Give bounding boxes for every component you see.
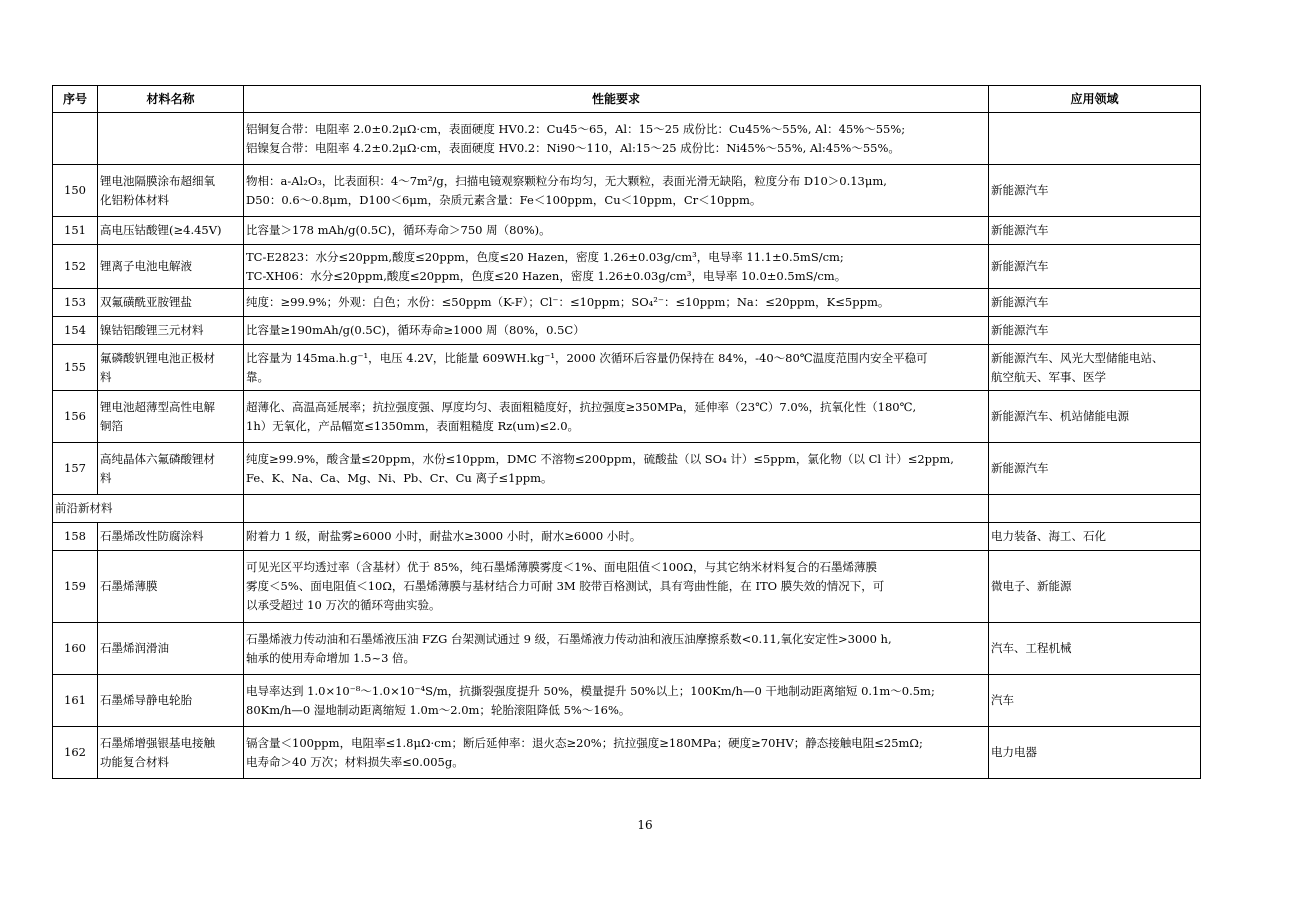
- cell-application: [989, 727, 1201, 779]
- page-number: 16: [637, 818, 653, 832]
- cell-performance-line: 电导率达到 1.0×10⁻⁸～1.0×10⁻⁴S/m，抗撕裂强度提升 50%，模量提升 50%以上；100Km/h—0 干地制动距离缩短 0.1m～0.5m;: [246, 683, 935, 698]
- cell-material-name-line: 料: [100, 369, 112, 384]
- table-row: [53, 289, 1201, 317]
- cell-no: 154: [53, 317, 98, 345]
- cell-material-name: [98, 245, 244, 289]
- cell-material-name-line: 功能复合材料: [100, 754, 169, 769]
- table-row: [53, 523, 1201, 551]
- cell-performance: [244, 391, 989, 443]
- cell-material-name-line: 石墨烯薄膜: [100, 579, 158, 593]
- cell-performance: [244, 443, 989, 495]
- cell-material-name: [98, 675, 244, 727]
- cell-no: 152: [53, 245, 98, 289]
- cell-application: [989, 523, 1201, 551]
- cell-no: 151: [53, 217, 98, 245]
- cell-no: 158: [53, 523, 98, 551]
- cell-material-name: [98, 113, 244, 165]
- cell-application: [989, 345, 1201, 391]
- cell-performance: [244, 317, 989, 345]
- table-row: [53, 217, 1201, 245]
- cell-performance-line: 铝铜复合带：电阻率 2.0±0.2μΩ·cm，表面硬度 HV0.2：Cu45～65，Al：15～25 成份比：Cu45%～55%, Al：45%～55%;: [246, 121, 906, 136]
- cell-application-line: 新能源汽车: [991, 183, 1049, 197]
- cell-application: [989, 113, 1201, 165]
- cell-performance-line: 轴承的使用寿命增加 1.5~3 倍。: [246, 650, 416, 665]
- cell-performance: [244, 113, 989, 165]
- table-row: [53, 551, 1201, 623]
- table-row: [53, 245, 1201, 289]
- cell-application: [989, 675, 1201, 727]
- cell-performance: [244, 165, 989, 217]
- cell-material-name-line: 双氟磺酰亚胺锂盐: [100, 295, 192, 309]
- cell-application-line: 微电子、新能源: [991, 579, 1072, 593]
- cell-material-name-line: 石墨烯导静电轮胎: [100, 693, 192, 707]
- cell-material-name-line: 高纯晶体六氟磷酸锂材: [100, 451, 215, 466]
- cell-material-name-line: 镍钴铝酸锂三元材料: [100, 323, 204, 337]
- cell-performance: [244, 727, 989, 779]
- cell-performance-line: 以承受超过 10 万次的循环弯曲实验。: [246, 598, 441, 612]
- cell-application-line: 新能源汽车: [991, 323, 1049, 337]
- cell-application: [989, 289, 1201, 317]
- section-empty-cell: [989, 495, 1201, 523]
- cell-material-name-line: 料: [100, 470, 112, 485]
- cell-performance: [244, 345, 989, 391]
- cell-application: [989, 217, 1201, 245]
- cell-material-name: [98, 289, 244, 317]
- cell-application-line: 汽车、工程机械: [991, 641, 1072, 655]
- cell-material-name: [98, 551, 244, 623]
- cell-performance: [244, 551, 989, 623]
- cell-performance-line: 纯度≥99.9%，酸含量≤20ppm，水份≤10ppm，DMC 不溶物≤200ppm，硫酸盐（以 SO₄ 计）≤5ppm，氯化物（以 Cl 计）≤2ppm,: [246, 451, 954, 466]
- cell-material-name: [98, 391, 244, 443]
- cell-performance-line: 雾度＜5%、面电阻值＜10Ω，石墨烯薄膜与基材结合力可耐 3M 胶带百格测试，具有弯曲性能，在 ITO 膜失效的情况下，可: [246, 579, 885, 593]
- cell-application: [989, 165, 1201, 217]
- cell-application-line: 电力电器: [991, 745, 1037, 759]
- cell-no: 156: [53, 391, 98, 443]
- section-empty-cell: [244, 495, 989, 523]
- cell-performance-line: 可见光区平均透过率（含基材）优于 85%，纯石墨烯薄膜雾度＜1%、面电阻值＜100Ω，与其它纳米材料复合的石墨烯薄膜: [246, 560, 877, 574]
- cell-application-line: 新能源汽车: [991, 259, 1049, 273]
- cell-no: [53, 113, 98, 165]
- cell-application-line: 电力装备、海工、石化: [991, 529, 1106, 543]
- cell-material-name: [98, 623, 244, 675]
- cell-performance-line: 1h）无氧化，产品幅宽≤1350mm，表面粗糙度 Rz(um)≤2.0。: [246, 418, 580, 433]
- cell-no: 157: [53, 443, 98, 495]
- cell-material-name: [98, 345, 244, 391]
- cell-material-name: [98, 165, 244, 217]
- cell-material-name-line: 锂离子电池电解液: [100, 259, 192, 273]
- cell-performance: [244, 623, 989, 675]
- section-row: [53, 495, 1201, 523]
- table-row: [53, 623, 1201, 675]
- table-row: [53, 113, 1201, 165]
- cell-performance-line: 比容量＞178 mAh/g(0.5C)，循环寿命＞750 周（80%)。: [246, 223, 551, 237]
- cell-performance-line: 铝镍复合带：电阻率 4.2±0.2μΩ·cm，表面硬度 HV0.2：Ni90～110，Al:15～25 成份比：Ni45%～55%, Al:45%～55%。: [246, 140, 900, 155]
- cell-application-line: 新能源汽车、风光大型储能电站、: [991, 350, 1164, 365]
- cell-application-line: 汽车: [991, 693, 1014, 707]
- cell-application: [989, 317, 1201, 345]
- cell-performance: [244, 245, 989, 289]
- table-header-row: [53, 86, 1201, 113]
- table-body: [53, 113, 1201, 779]
- cell-performance: [244, 675, 989, 727]
- cell-no: 161: [53, 675, 98, 727]
- cell-application-line: 新能源汽车: [991, 295, 1049, 309]
- cell-performance-line: 超薄化、高温高延展率；抗拉强度强、厚度均匀、表面粗糙度好，抗拉强度≥350MPa，延伸率（23℃）7.0%，抗氧化性（180℃,: [246, 399, 917, 414]
- cell-application: [989, 551, 1201, 623]
- cell-performance: [244, 289, 989, 317]
- cell-material-name: [98, 217, 244, 245]
- cell-material-name-line: 铜箔: [100, 418, 123, 433]
- cell-material-name-line: 锂电池隔膜涂布超细氧: [100, 173, 215, 188]
- cell-material-name-line: 高电压钴酸锂(≥4.45V): [100, 223, 222, 237]
- cell-material-name-line: 石墨烯润滑油: [100, 641, 169, 655]
- cell-performance-line: 附着力 1 级，耐盐雾≥6000 小时，耐盐水≥3000 小时，耐水≥6000 小时。: [246, 529, 642, 543]
- header-performance: 性能要求: [244, 86, 989, 113]
- cell-no: 155: [53, 345, 98, 391]
- cell-material-name: [98, 443, 244, 495]
- table-row: [53, 391, 1201, 443]
- table-row: [53, 317, 1201, 345]
- cell-performance-line: 纯度：≥99.9%；外观：白色；水份：≤50ppm（K-F）；Cl⁻：≤10ppm；SO₄²⁻：≤10ppm；Na：≤20ppm，K≤5ppm。: [246, 295, 890, 309]
- materials-table: [52, 85, 1201, 779]
- cell-material-name: [98, 727, 244, 779]
- cell-application: [989, 443, 1201, 495]
- cell-performance-line: 比容量≥190mAh/g(0.5C)，循环寿命≥1000 周（80%，0.5C）: [246, 323, 585, 337]
- cell-no: 153: [53, 289, 98, 317]
- table-row: [53, 165, 1201, 217]
- cell-no: 162: [53, 727, 98, 779]
- cell-material-name: [98, 317, 244, 345]
- cell-material-name-line: 石墨烯改性防腐涂料: [100, 529, 204, 543]
- cell-application: [989, 245, 1201, 289]
- cell-material-name-line: 化铝粉体材料: [100, 192, 169, 207]
- cell-performance-line: 80Km/h—0 湿地制动距离缩短 1.0m～2.0m；轮胎滚阻降低 5%～16%。: [246, 702, 631, 717]
- cell-application-line: 航空航天、军事、医学: [991, 369, 1106, 384]
- table-row: [53, 675, 1201, 727]
- cell-material-name-line: 石墨烯增强银基电接触: [100, 735, 215, 750]
- cell-performance-line: TC-E2823：水分≤20ppm,酸度≤20ppm，色度≤20 Hazen，密度 1.26±0.03g/cm³，电导率 11.1±0.5mS/cm;: [246, 249, 844, 264]
- header-application: 应用领域: [989, 86, 1201, 113]
- table-row: [53, 345, 1201, 391]
- section-title: 前沿新材料: [53, 495, 244, 523]
- cell-material-name-line: 锂电池超薄型高性电解: [100, 399, 215, 414]
- cell-application: [989, 623, 1201, 675]
- cell-application-line: 新能源汽车、机站储能电源: [991, 409, 1129, 423]
- cell-application: [989, 391, 1201, 443]
- header-material-name: 材料名称: [98, 86, 244, 113]
- cell-performance-line: 石墨烯液力传动油和石墨烯液压油 FZG 台架测试通过 9 级，石墨烯液力传动油和液压油摩擦系数<0.11,氧化安定性>3000 h,: [246, 631, 892, 646]
- table-row: [53, 727, 1201, 779]
- cell-no: 160: [53, 623, 98, 675]
- cell-performance: [244, 217, 989, 245]
- cell-performance-line: 镉含量＜100ppm，电阻率≤1.8μΩ·cm；断后延伸率：退火态≥20%；抗拉强度≥180MPa；硬度≥70HV；静态接触电阻≤25mΩ;: [246, 735, 923, 750]
- header-no: 序号: [53, 86, 98, 113]
- cell-performance-line: 比容量为 145ma.h.g⁻¹，电压 4.2V，比能量 609WH.kg⁻¹，2000 次循环后容量仍保持在 84%，-40～80℃温度范围内安全平稳可: [246, 350, 928, 365]
- cell-no: 150: [53, 165, 98, 217]
- cell-performance-line: D50：0.6～0.8μm，D100＜6μm，杂质元素含量：Fe＜100ppm，Cu＜10ppm，Cr＜10ppm。: [246, 192, 762, 207]
- cell-material-name-line: 氟磷酸钒锂电池正极材: [100, 350, 215, 365]
- cell-performance-line: 电寿命＞40 万次；材料损失率≤0.005g。: [246, 754, 464, 769]
- cell-performance-line: TC-XH06：水分≤20ppm,酸度≤20ppm，色度≤20 Hazen，密度 1.26±0.03g/cm³，电导率 10.0±0.5mS/cm。: [246, 268, 847, 283]
- cell-no: 159: [53, 551, 98, 623]
- cell-application-line: 新能源汽车: [991, 223, 1049, 237]
- cell-performance: [244, 523, 989, 551]
- cell-performance-line: 靠。: [246, 369, 269, 384]
- cell-performance-line: 物相：a-Al₂O₃，比表面积：4～7m²/g，扫描电镜观察颗粒分布均匀，无大颗粒，表面光滑无缺陷，粒度分布 D10＞0.13μm,: [246, 173, 887, 188]
- cell-material-name: [98, 523, 244, 551]
- cell-performance-line: Fe、K、Na、Ca、Mg、Ni、Pb、Cr、Cu 离子≤1ppm。: [246, 470, 553, 485]
- cell-application-line: 新能源汽车: [991, 461, 1049, 475]
- table-row: [53, 443, 1201, 495]
